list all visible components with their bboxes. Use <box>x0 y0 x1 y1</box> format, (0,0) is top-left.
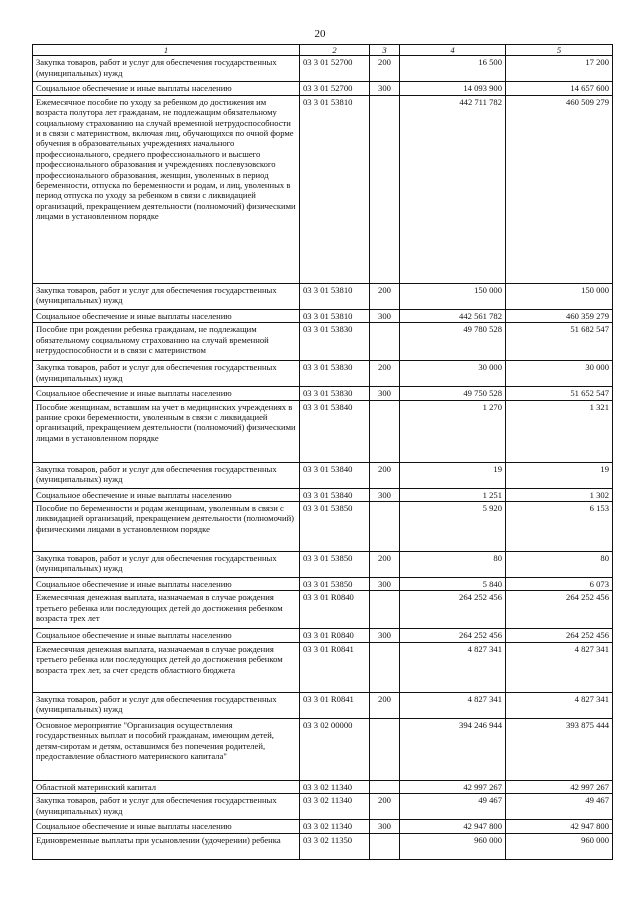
table-row <box>33 552 613 578</box>
row-name: Социальное обеспечение и иные выплаты населению <box>33 309 300 322</box>
row-kvr <box>370 323 400 361</box>
row-value-2: 264 252 456 <box>506 591 613 629</box>
row-code: 03 3 01 R0840 <box>300 629 370 642</box>
row-kvr: 300 <box>370 820 400 833</box>
row-value-2: 264 252 456 <box>506 629 613 642</box>
row-code: 03 3 01 53850 <box>300 552 370 578</box>
column-header-value-1: 4 <box>400 45 506 56</box>
row-code: 03 3 01 53840 <box>300 400 370 462</box>
table-row <box>33 82 613 95</box>
row-name: Социальное обеспечение и иные выплаты населению <box>33 387 300 400</box>
row-code: 03 3 01 R0841 <box>300 642 370 692</box>
table-row <box>33 400 613 462</box>
row-kvr: 300 <box>370 387 400 400</box>
row-code: 03 3 01 R0841 <box>300 692 370 718</box>
column-header-value-2: 5 <box>506 45 613 56</box>
row-name: Социальное обеспечение и иные выплаты населению <box>33 488 300 501</box>
row-kvr <box>370 833 400 859</box>
row-kvr: 200 <box>370 552 400 578</box>
row-code: 03 3 02 11340 <box>300 820 370 833</box>
row-value-2: 460 359 279 <box>506 309 613 322</box>
row-kvr: 300 <box>370 488 400 501</box>
row-kvr: 200 <box>370 361 400 387</box>
row-kvr <box>370 502 400 552</box>
row-value-2: 80 <box>506 552 613 578</box>
row-name: Пособие по беременности и родам женщинам, уволенным в связи с ликвидацией организаций, прекращением деятельности (полномочий) физическими лицами в установленном порядке <box>33 502 300 552</box>
row-code: 03 3 01 53810 <box>300 95 370 283</box>
table-row <box>33 629 613 642</box>
row-value-1: 960 000 <box>400 833 506 859</box>
table-row <box>33 283 613 309</box>
row-name: Закупка товаров, работ и услуг для обеспечения государственных (муниципальных) нужд <box>33 361 300 387</box>
table-row <box>33 462 613 488</box>
row-value-2: 17 200 <box>506 56 613 82</box>
row-code: 03 3 02 11340 <box>300 794 370 820</box>
row-code: 03 3 01 52700 <box>300 56 370 82</box>
row-name: Ежемесячная денежная выплата, назначаемая в случае рождения третьего ребенка или последующих детей до достижения ребенком возраста трех лет, за счет средств областного бюджета <box>33 642 300 692</box>
row-value-1: 80 <box>400 552 506 578</box>
row-kvr <box>370 400 400 462</box>
row-name: Закупка товаров, работ и услуг для обеспечения государственных (муниципальных) нужд <box>33 56 300 82</box>
table-row <box>33 95 613 283</box>
row-name: Закупка товаров, работ и услуг для обеспечения государственных (муниципальных) нужд <box>33 692 300 718</box>
row-value-2: 1 321 <box>506 400 613 462</box>
row-name: Пособие при рождении ребенка гражданам, не подлежащим обязательному социальному страхованию на случай временной нетрудоспособности и в связи с материнством <box>33 323 300 361</box>
row-name: Социальное обеспечение и иные выплаты населению <box>33 820 300 833</box>
row-code: 03 3 01 53830 <box>300 387 370 400</box>
row-kvr <box>370 95 400 283</box>
row-kvr: 300 <box>370 82 400 95</box>
row-value-1: 5 840 <box>400 578 506 591</box>
row-code: 03 3 01 53850 <box>300 578 370 591</box>
row-code: 03 3 01 53840 <box>300 488 370 501</box>
row-name: Социальное обеспечение и иные выплаты населению <box>33 578 300 591</box>
row-value-2: 1 302 <box>506 488 613 501</box>
row-value-1: 49 750 528 <box>400 387 506 400</box>
row-code: 03 3 01 52700 <box>300 82 370 95</box>
row-value-2: 393 875 444 <box>506 718 613 780</box>
row-value-2: 42 997 267 <box>506 780 613 793</box>
table-row <box>33 488 613 501</box>
row-value-2: 51 652 547 <box>506 387 613 400</box>
row-name: Ежемесячное пособие по уходу за ребенком до достижения им возраста полутора лет гражданам, не подлежащим обязательному социальному страхованию на случай временной нетрудоспособности и в связи с материнством, включая лиц, обучающихся по очной форме обучения в образовательных учреждениях начального профессионального, среднего профессионального и высшего профессионального образования и учреждениях послевузовского профессионального образования, женщин, уволенных в период беременности, отпуска по беременности и родам, и лиц, уволенных в период отпуска по уходу за ребенком в связи с ликвидацией организаций, прекращением деятельности (полномочий) физическими лицами в установленном порядке <box>33 95 300 283</box>
row-value-2: 30 000 <box>506 361 613 387</box>
row-code: 03 3 01 53810 <box>300 283 370 309</box>
row-name: Социальное обеспечение и иные выплаты населению <box>33 629 300 642</box>
table-row <box>33 642 613 692</box>
row-value-1: 4 827 341 <box>400 642 506 692</box>
row-kvr: 300 <box>370 629 400 642</box>
row-value-1: 442 711 782 <box>400 95 506 283</box>
table-row <box>33 794 613 820</box>
column-header-code: 2 <box>300 45 370 56</box>
row-kvr <box>370 780 400 793</box>
row-value-2: 4 827 341 <box>506 642 613 692</box>
row-code: 03 3 02 11340 <box>300 780 370 793</box>
row-value-1: 264 252 456 <box>400 629 506 642</box>
row-value-2: 460 509 279 <box>506 95 613 283</box>
row-code: 03 3 01 53810 <box>300 309 370 322</box>
row-kvr <box>370 718 400 780</box>
table-row <box>33 56 613 82</box>
row-name: Закупка товаров, работ и услуг для обеспечения государственных (муниципальных) нужд <box>33 552 300 578</box>
table-row <box>33 820 613 833</box>
row-value-2: 4 827 341 <box>506 692 613 718</box>
row-name: Основное мероприятие "Организация осуществления государственных выплат и пособий гражданам, имеющим детей, детям-сиротам и детям, оставшимся без попечения родителей, предоставление областного материнского капитала" <box>33 718 300 780</box>
row-value-1: 5 920 <box>400 502 506 552</box>
row-value-2: 49 467 <box>506 794 613 820</box>
row-name: Закупка товаров, работ и услуг для обеспечения государственных (муниципальных) нужд <box>33 283 300 309</box>
column-header-kvr: 3 <box>370 45 400 56</box>
row-value-1: 30 000 <box>400 361 506 387</box>
row-value-1: 4 827 341 <box>400 692 506 718</box>
row-kvr: 200 <box>370 794 400 820</box>
row-name: Пособие женщинам, вставшим на учет в медицинских учреждениях в ранние сроки беременности, уволенным в связи с ликвидацией организаций, прекращением деятельности (полномочий) физическими лицами в установленном порядке <box>33 400 300 462</box>
row-value-1: 1 270 <box>400 400 506 462</box>
row-value-1: 16 500 <box>400 56 506 82</box>
row-code: 03 3 01 53830 <box>300 361 370 387</box>
row-kvr <box>370 642 400 692</box>
table-row <box>33 361 613 387</box>
row-value-2: 19 <box>506 462 613 488</box>
row-kvr: 200 <box>370 56 400 82</box>
row-kvr <box>370 591 400 629</box>
table-row <box>33 692 613 718</box>
table-row <box>33 718 613 780</box>
row-name: Ежемесячная денежная выплата, назначаемая в случае рождения третьего ребенка или последующих детей до достижения ребенком возраста трех лет <box>33 591 300 629</box>
row-code: 03 3 01 53840 <box>300 462 370 488</box>
row-kvr: 300 <box>370 309 400 322</box>
column-header-name: 1 <box>33 45 300 56</box>
row-value-1: 264 252 456 <box>400 591 506 629</box>
budget-table <box>32 44 613 860</box>
row-code: 03 3 02 11350 <box>300 833 370 859</box>
table-row <box>33 833 613 859</box>
row-kvr: 300 <box>370 578 400 591</box>
row-value-1: 14 093 900 <box>400 82 506 95</box>
row-value-2: 14 657 600 <box>506 82 613 95</box>
row-value-2: 6 073 <box>506 578 613 591</box>
row-kvr: 200 <box>370 283 400 309</box>
table-row <box>33 309 613 322</box>
table-row <box>33 502 613 552</box>
row-name: Социальное обеспечение и иные выплаты населению <box>33 82 300 95</box>
row-value-2: 42 947 800 <box>506 820 613 833</box>
table-header-row <box>33 45 613 56</box>
row-value-1: 394 246 944 <box>400 718 506 780</box>
row-value-1: 19 <box>400 462 506 488</box>
row-name: Закупка товаров, работ и услуг для обеспечения государственных (муниципальных) нужд <box>33 794 300 820</box>
row-code: 03 3 01 R0840 <box>300 591 370 629</box>
row-value-1: 42 997 267 <box>400 780 506 793</box>
row-name: Закупка товаров, работ и услуг для обеспечения государственных (муниципальных) нужд <box>33 462 300 488</box>
table-row <box>33 578 613 591</box>
row-value-1: 49 780 528 <box>400 323 506 361</box>
row-value-2: 960 000 <box>506 833 613 859</box>
row-kvr: 200 <box>370 692 400 718</box>
table-row <box>33 387 613 400</box>
row-code: 03 3 01 53850 <box>300 502 370 552</box>
row-value-2: 150 000 <box>506 283 613 309</box>
row-value-1: 49 467 <box>400 794 506 820</box>
row-name: Областной материнский капитал <box>33 780 300 793</box>
row-kvr: 200 <box>370 462 400 488</box>
row-code: 03 3 01 53830 <box>300 323 370 361</box>
table-row <box>33 591 613 629</box>
table-row <box>33 323 613 361</box>
row-value-1: 442 561 782 <box>400 309 506 322</box>
row-value-2: 51 682 547 <box>506 323 613 361</box>
row-value-2: 6 153 <box>506 502 613 552</box>
row-name: Единовременные выплаты при усыновлении (удочерении) ребенка <box>33 833 300 859</box>
table-row <box>33 780 613 793</box>
row-value-1: 42 947 800 <box>400 820 506 833</box>
row-value-1: 150 000 <box>400 283 506 309</box>
page-number: 20 <box>314 28 326 40</box>
row-value-1: 1 251 <box>400 488 506 501</box>
row-code: 03 3 02 00000 <box>300 718 370 780</box>
